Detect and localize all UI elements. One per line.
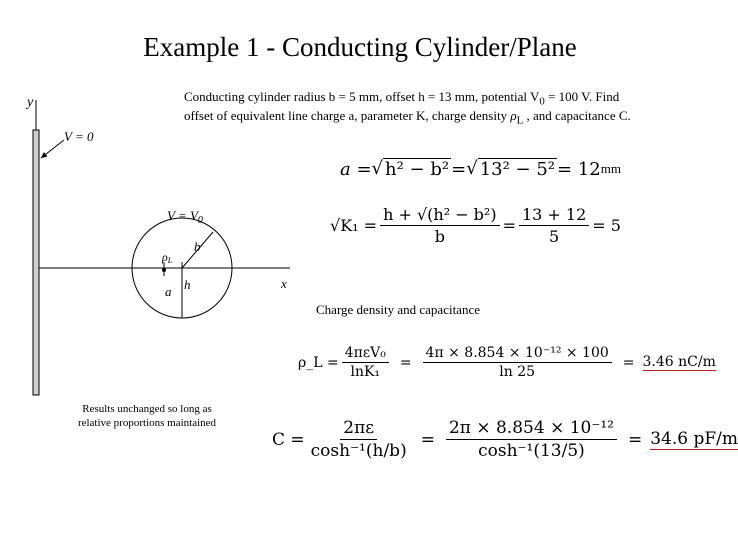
conducting-plane: [33, 130, 39, 395]
equation-rho: ρ_L = $\frac{\text{4πεV₀}}{\text{lnK₁}}$ = $\frac{\text{4π × 8.854 × 10⁻¹² × 100}}{\ln 25}$ = 3.46 nC/m: [298, 345, 716, 380]
eq-rho-frac2: $\frac{\text{4π × 8.854 × 10⁻¹² × 100}}{\ln 25}$: [423, 345, 612, 380]
v-cyl-sub: 0: [197, 215, 203, 226]
eq-k-result: = 5: [592, 216, 621, 235]
eq-c-frac2: $\frac{\text{2π × 8.854 × 10⁻¹²}}{\text{cosh⁻¹(13/5)}}$: [446, 418, 617, 461]
problem-rho: ρ: [510, 108, 517, 123]
eq-a-root1: √ h² − b²: [371, 158, 450, 180]
eq-k-frac1: $\frac{\text{h + √(h² − b²)}}{b}$: [380, 205, 500, 246]
slide-title: Example 1 - Conducting Cylinder/Plane: [143, 32, 577, 62]
v-cylinder-label: [167, 208, 203, 226]
eq-rho-frac1: $\frac{\text{4πεV₀}}{\text{lnK₁}}$: [342, 345, 389, 380]
eq-c-lhs: C =: [272, 429, 305, 450]
problem-text-2a: offset of equivalent line charge a, parameter K, charge density: [184, 108, 511, 123]
problem-rho-sub: L: [516, 114, 524, 127]
eq-k-frac2: $\frac{13 + 12}{5}$: [519, 205, 589, 246]
v-cyl-text: V = V: [167, 208, 198, 223]
eq-c-result: 34.6 pF/m: [650, 429, 738, 449]
rho-sub: L: [167, 256, 173, 265]
problem-text-1-end: = 100 V. Find: [544, 89, 620, 104]
equation-a: [340, 158, 621, 180]
eq-a-unit: mm: [600, 161, 621, 176]
eq-a-result: = 12: [557, 158, 601, 180]
note-line-1: Results unchanged so long as: [82, 403, 212, 415]
eq-a-equals: =: [451, 158, 467, 180]
a-label: a: [165, 284, 172, 299]
equation-k: [330, 205, 621, 246]
geometry-diagram: [0, 0, 330, 420]
eq-k-equals: =: [502, 216, 516, 235]
v0-plane-label: V = 0: [64, 129, 94, 144]
rho-label: [161, 250, 173, 265]
problem-text-2b: , and capacitance C.: [523, 108, 631, 123]
eq-k-lhs: √K₁ =: [330, 216, 378, 235]
x-label: x: [281, 276, 287, 291]
equation-c: C = $\frac{2\pi\varepsilon}{\text{cosh⁻¹(h/b)}}$ = $\frac{\text{2π × 8.854 × 10⁻¹²}}{\text{cosh⁻¹(13/5)}}$ = 34.6 pF/m: [272, 418, 738, 461]
eq-rho-result: 3.46 nC/m: [642, 354, 716, 370]
problem-v0-sub: 0: [539, 95, 545, 108]
eq-a-root2: √ 13² − 5²: [466, 158, 556, 180]
eq-rho-lhs: ρ_L =: [298, 354, 339, 371]
eq-c-frac1: $\frac{2\pi\varepsilon}{\text{cosh⁻¹(h/b)}}$: [310, 418, 407, 461]
section-label: Charge density and capacitance: [316, 302, 480, 317]
plane-label-arrow: [41, 140, 64, 158]
problem-text-1: Conducting cylinder radius b = 5 mm, offset h = 13 mm, potential V: [184, 89, 540, 104]
h-label: h: [184, 277, 191, 292]
note-line-2: relative proportions maintained: [77, 417, 217, 429]
b-label: b: [194, 239, 201, 254]
eq-a-lhs: a =: [340, 158, 372, 180]
rho-text: ρ: [162, 250, 168, 264]
note: [62, 402, 232, 430]
y-label: y: [27, 95, 34, 110]
